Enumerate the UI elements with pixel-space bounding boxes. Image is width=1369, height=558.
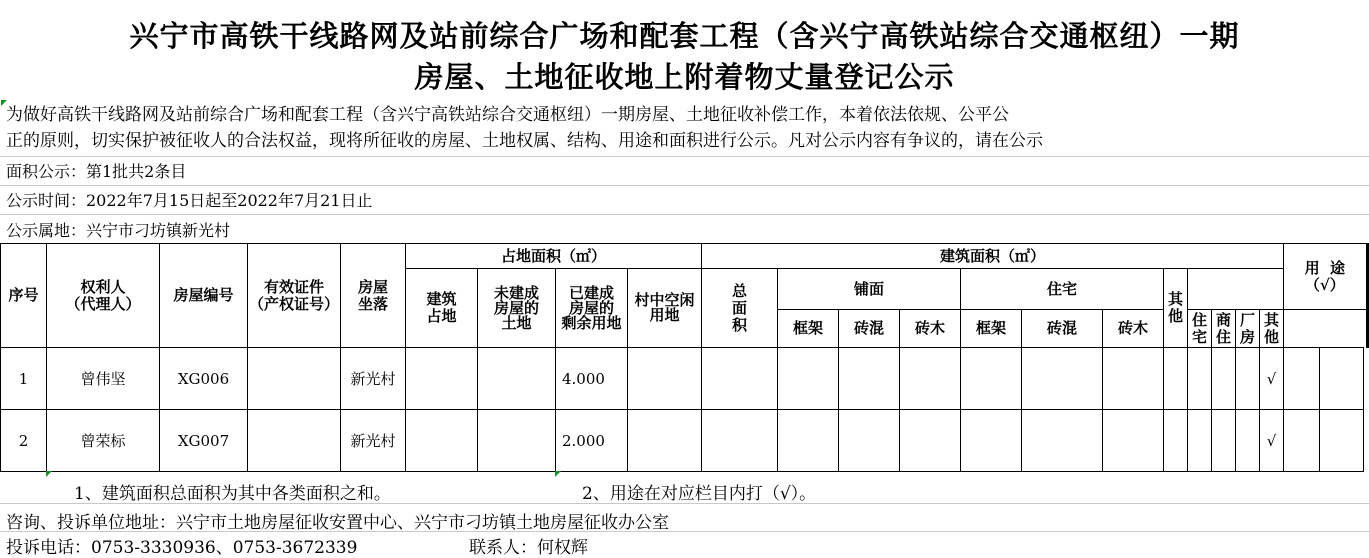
header-seq: 序号 [1,244,47,348]
header-shop-frame: 框架 [778,310,839,348]
cell-under-construction [1284,348,1320,410]
cell-house-no: XG006 [160,348,248,410]
header-residence-frame: 框架 [961,310,1022,348]
cell-land-unbuilt [478,410,556,472]
header-residence: 住宅 [961,269,1164,310]
contact-address: 咨询、投诉单位地址：兴宁市土地房屋征收安置中心、兴宁市刁坊镇土地房屋征收办公室 [6,513,669,533]
header-certificate: 有效证件 （产权证号） [248,244,341,348]
cell-use-other: √ [1260,348,1284,410]
cell-certificate [248,410,341,472]
contact-person: 联系人：何权辉 [469,538,588,558]
cell-use-residence [1188,348,1212,410]
header-total-area: 总 面 积 [702,269,778,348]
cell-other-area [1164,348,1188,410]
cell-residence-frame [961,410,1022,472]
header-house-no: 房屋编号 [160,244,248,348]
header-use-other: 其 他 [1260,310,1284,348]
cell-land-unbuilt [478,348,556,410]
header-shop-brick-concrete: 砖混 [839,310,900,348]
cell-location: 新光村 [341,348,406,410]
header-residence-brick-concrete: 砖混 [1022,310,1103,348]
cell-owner: 曾荣标 [47,410,160,472]
note-1: 1、建筑面积总面积为其中各类面积之和。 [74,484,391,504]
cell-under-construction [1284,410,1320,472]
row-divider [0,531,1369,532]
cell-use-factory [1236,348,1260,410]
table-row [1,348,1369,410]
title-line-2: 房屋、土地征收地上附着物丈量登记公示 [414,60,955,94]
cell-residence-brick-concrete [1022,348,1103,410]
cell-shop-frame [778,410,839,472]
cell-land-remaining: 4.000 [556,348,628,410]
cell-total-area [702,348,778,410]
header-shop: 铺面 [778,269,961,310]
cell-use-commercial [1212,348,1236,410]
intro-line-2: 正的原则，切实保护被征收人的合法权益，现将所征收的房屋、土地权属、结构、用途和面积进行公示。凡对公示内容有争议的，请在公示 [6,131,1043,151]
cell-seq: 1 [1,348,47,410]
intro-line-1: 为做好高铁干线路网及站前综合广场和配套工程（含兴宁高铁站综合交通枢纽）一期房屋、土地征收补偿工作，本着依法依规、公平公 [6,105,1009,125]
header-use: 用 途 （√） [1284,244,1366,310]
cell-shop-brick-concrete [839,410,900,472]
cell-total-area [702,410,778,472]
cell-marker [46,471,52,477]
header-building-area: 建筑面积（㎡） [702,244,1284,269]
cell-other-area [1164,410,1188,472]
cell-location: 新光村 [341,410,406,472]
place-info: 公示属地：兴宁市刁坊镇新光村 [6,221,231,240]
row-divider [0,156,1369,157]
cell-use-other: √ [1260,410,1284,472]
cell-land-village [628,348,702,410]
cell-seq: 2 [1,410,47,472]
header-shop-brick-wood: 砖木 [900,310,961,348]
header-land-remaining: 已建成 房屋的 剩余用地 [556,269,628,348]
cell-marker [555,471,561,477]
header-land-village: 村中空闲 用地 [628,269,702,348]
cell-remarks [1320,410,1364,472]
title-line-1: 兴宁市高铁干线路网及站前综合广场和配套工程（含兴宁高铁站综合交通枢纽）一期 [129,19,1240,53]
header-land-building: 建筑 占地 [406,269,478,348]
cell-land-village [628,410,702,472]
cell-shop-brick-wood [900,410,961,472]
cell-use-factory [1236,410,1260,472]
row-divider [0,503,1369,504]
header-land-unbuilt: 未建成 房屋的 土地 [478,269,556,348]
header-location: 房屋 坐落 [341,244,406,348]
registration-table [0,243,1369,472]
cell-residence-brick-concrete [1022,410,1103,472]
cell-remarks [1320,348,1364,410]
header-owner: 权利人 （代理人） [47,244,160,348]
header-residence-brick-wood: 砖木 [1103,310,1164,348]
table-row [1,410,1369,472]
cell-certificate [248,348,341,410]
cell-residence-frame [961,348,1022,410]
header-use-factory: 厂 房 [1236,310,1260,348]
cell-use-commercial [1212,410,1236,472]
row-divider [0,185,1369,186]
time-info: 公示时间：2022年7月15日起至2022年7月21日止 [6,191,373,210]
cell-shop-brick-concrete [839,348,900,410]
note-2: 2、用途在对应栏目内打（√）。 [582,484,817,504]
cell-owner: 曾伟坚 [47,348,160,410]
cell-use-residence [1188,410,1212,472]
complaint-phone: 投诉电话：0753-3330936、0753-3672339 [6,538,358,558]
cell-house-no: XG007 [160,410,248,472]
cell-residence-brick-wood [1103,348,1164,410]
header-use-residence: 住 宅 [1188,310,1212,348]
cell-land-remaining: 2.000 [556,410,628,472]
header-remarks [1367,244,1368,348]
cell-land-building [406,410,478,472]
cell-shop-brick-wood [900,348,961,410]
cell-land-building [406,348,478,410]
header-other-area: 其 他 [1164,269,1188,348]
header-use-commercial: 商 住 [1212,310,1236,348]
cell-shop-frame [778,348,839,410]
row-divider [0,214,1369,215]
cell-residence-brick-wood [1103,410,1164,472]
area-info: 面积公示：第1批共2条目 [6,162,187,181]
header-land-area: 占地面积（㎡） [406,244,702,269]
